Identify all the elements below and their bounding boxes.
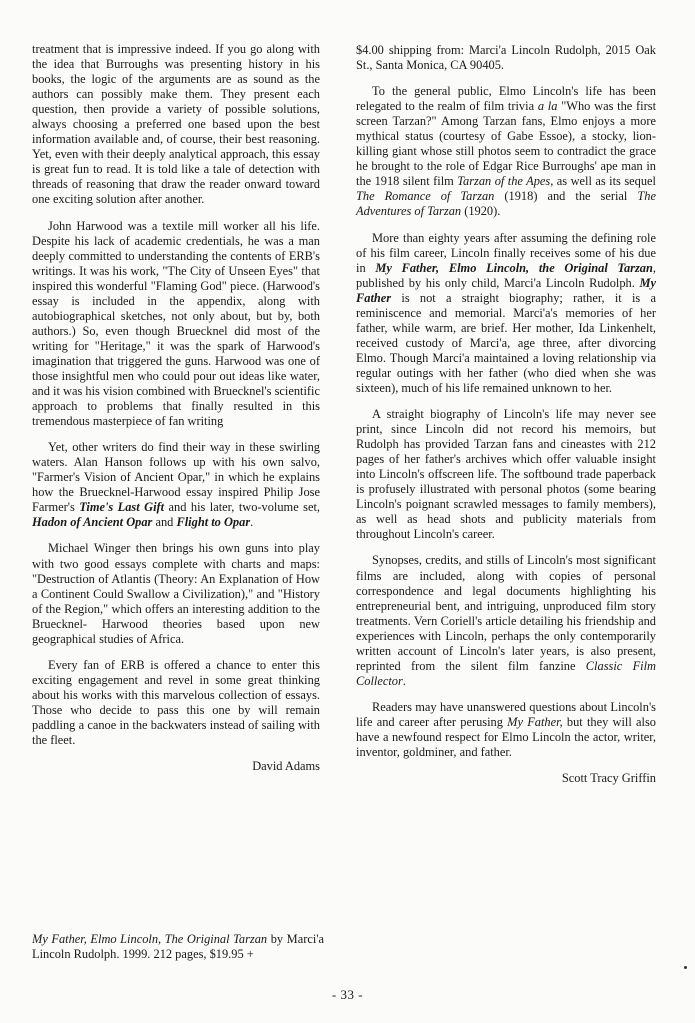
film-title: The Adventures of Tarzan <box>356 189 656 219</box>
paragraph: Yet, other writers do find their way in these swirling waters. Alan Hanson follows up with his own salvo, "Farmer's Vision of Ancient Opar," in which he explains how the Bruecknel-Harwood essay inspired Philip Jose Farmer's Time's Last Gift and his later, two-volume set, Hadon of Ancient Opar and Flight to Opar. <box>32 440 320 530</box>
paragraph: A straight biography of Lincoln's life may never see print, since Lincoln did not record his memoirs, but Rudolph has provided Tarzan fans and cineastes with 212 pages of her father's archives which offer valuable insight into Lincoln's offscreen life. The softbound trade paperback is profusely illustrated with personal photos (some bearing Lincoln's poignant scrawled messages to family members), as well as head shots and publicity materials from throughout Lincoln's career. <box>356 407 656 542</box>
magazine-title: Classic Film Collector <box>356 658 657 688</box>
review-signature: Scott Tracy Griffin <box>561 771 656 786</box>
book-title: My Father, Elmo Lincoln, The Original Tarzan <box>32 932 268 946</box>
paragraph: Synopses, credits, and stills of Lincoln's most significant films are included, along with copies of personal correspondence and legal documents highlighting his entrepreneurial bent, and intriguing, unproduced film story treatments. Vern Coriell's article detailing his friendship and experiences with Lincoln, perhaps the only contemporarily written account of Lincoln's later years, is also present, reprinted from the silent film fanzine Classic Film Collector. <box>356 553 657 688</box>
bibliography-entry: My Father, Elmo Lincoln, The Original Tarzan by Marci'a Lincoln Rudolph. 1999. 212 pages, $19.95 + <box>32 932 324 961</box>
book-title: My Father, Elmo Lincoln, the Original Tarzan <box>375 260 653 275</box>
paragraph: Readers may have unanswered questions about Lincoln's life and career after perusing My Father, but they will also have a newfound respect for Elmo Lincoln the actor, writer, inventor, goldminer, and father. <box>356 699 656 760</box>
ink-speck <box>684 966 687 969</box>
film-title: Tarzan of the Apes <box>457 174 551 189</box>
page-number: - 33 - <box>331 987 364 1002</box>
paragraph: To the general public, Elmo Lincoln's life has been relegated to the realm of film trivia a la "Who was the first screen Tarzan?" Among Tarzan fans, Elmo enjoys a more mythical status (courtesy of Gabe Essoe), a stocky, lion-killing giant whose still photos seem to contradict the grace he brought to the role of Edgar Rice Burroughs' ape man in the 1918 silent film Tarzan of the Apes, as well as its sequel The Romance of Tarzan (1918) and the serial The Adventures of Tarzan (1920). <box>356 84 657 219</box>
book-title: Time's Last Gift <box>79 500 165 515</box>
review-signature: David Adams <box>252 759 320 774</box>
film-title: The Romance of Tarzan <box>356 189 495 204</box>
paragraph: treatment that is impressive indeed. If you go along with the idea that Burroughs was presenting history in his books, the logic of the arguments are as sound as the authors can possibly make them. They present each question, then provide a variety of possible solutions, always choosing a preferred one based upon the best information available and, of course, their best reasoning. Yet, even with their deeply analytical approach, this essay is great fun to read. It is told like a tale of detection with threads of reasoning that draw the reader onward toward one exciting solution after another. <box>32 42 320 207</box>
book-title: Hadon of Ancient Opar <box>32 515 153 530</box>
paragraph: $4.00 shipping from: Marci'a Lincoln Rudolph, 2015 Oak St., Santa Monica, CA 90405. <box>356 43 656 73</box>
book-title: My Father, <box>507 714 563 729</box>
book-title: Flight to Opar <box>176 515 251 530</box>
left-column <box>32 42 320 774</box>
right-column <box>356 43 656 786</box>
paragraph: Every fan of ERB is offered a chance to enter this exciting engagement and revel in some great thinking about his works with this marvelous collection of essays. Those who decide to pass this one by will remain paddling a canoe in the backwaters instead of sailing with the fleet. <box>32 657 320 748</box>
paragraph: Michael Winger then brings his own guns into play with two good essays complete with charts and maps: "Destruction of Atlantis (Theory: An Explanation of How a Continent Could Swallow a Civilization)," and "History of the Region," which offers an interesting addition to the Bruecknel- Harwood theories based upon new geographical studies of Africa. <box>32 541 320 646</box>
book-title: My Father <box>356 275 656 305</box>
paragraph: More than eighty years after assuming the defining role of his film career, Lincoln finally receives some of his due in My Father, Elmo Lincoln, the Original Tarzan, published by his only child, Marci'a Lincoln Rudolph. My Father is not a straight biography; rather, it is a reminiscence and memorial. Marci'a's memories of her father, while warm, are brief. Her mother, Ida Linkenhelt, received custody of Marci'a, age three, after divorcing Elmo. Though Marci'a maintained a loving relationship via regular outings with her father (who died when she was sixteen), much of his life remained unknown to her. <box>356 230 656 395</box>
paragraph: John Harwood was a textile mill worker all his life. Despite his lack of academic credentials, he was a man deeply committed to understanding the contents of ERB's writings. It was his work, "The City of Unseen Eyes" that inspired this wonderful "Flaming God" piece. (Harwood's essay is included in the appendix, along with autobiographical sketches, not only about, but by, both authors.) So, even though Bruecknel did most of the writing for "Heritage," it was the spark of Harwood's imagination that triggered the guns. Harwood was one of those insightful men who could pour out ideas like water, and it was his vision combined with Bruecknel's scientific approach to problems that finally resulted in this tremendous masterpiece of fan writing <box>32 218 320 429</box>
